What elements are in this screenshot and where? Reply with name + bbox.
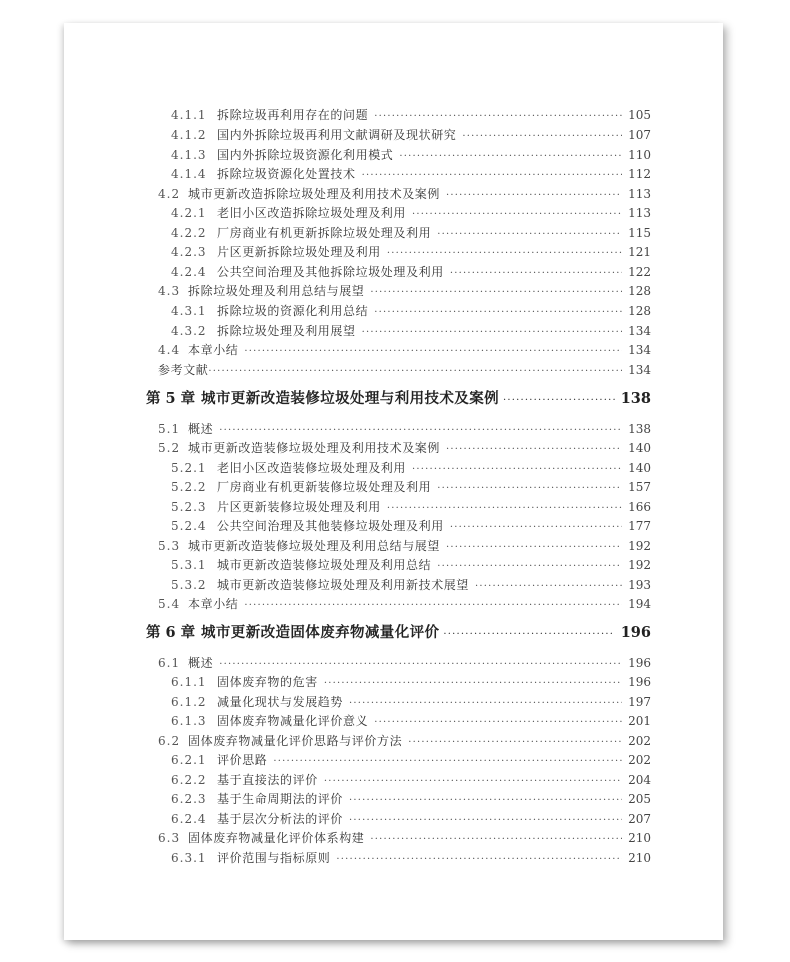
section-title: 本章小结 <box>188 343 239 357</box>
page-number: 115 <box>628 226 651 240</box>
section-title: 厂房商业有机更新装修垃圾处理及利用 <box>217 480 432 494</box>
toc-entry <box>171 811 651 829</box>
section-title: 拆除垃圾处理及利用总结与展望 <box>188 284 365 298</box>
section-number: 4.1.3 <box>171 148 207 162</box>
page-number: 140 <box>628 441 651 455</box>
section-number: 5.2.3 <box>171 500 207 514</box>
section-number: 4.3.2 <box>171 324 207 338</box>
leader-dots <box>370 832 622 848</box>
section-number: 6.1 <box>158 656 181 670</box>
section-title: 国内外拆除垃圾资源化利用模式 <box>217 148 394 162</box>
page-number: 210 <box>628 831 651 845</box>
leader-dots <box>412 462 622 478</box>
chapter-heading <box>146 390 651 410</box>
toc-entry <box>171 205 651 223</box>
page-number: 202 <box>628 753 651 767</box>
leader-dots <box>462 129 622 145</box>
toc-entry <box>171 752 651 770</box>
leader-dots <box>443 626 614 644</box>
leader-dots <box>374 715 622 731</box>
toc-entry <box>158 283 651 301</box>
leader-dots <box>387 246 622 262</box>
section-number: 4.1.1 <box>171 108 207 122</box>
section-number: 6.1.1 <box>171 675 207 689</box>
section-title: 评价思路 <box>217 753 268 767</box>
toc-entry <box>171 303 651 321</box>
section-title: 本章小结 <box>188 597 239 611</box>
section-number: 6.2.4 <box>171 812 207 826</box>
toc-entry <box>171 147 651 165</box>
leader-dots <box>446 188 622 204</box>
page-number: 166 <box>628 500 651 514</box>
leader-dots <box>437 559 622 575</box>
section-title: 老旧小区改造拆除垃圾处理及利用 <box>217 206 407 220</box>
leader-dots <box>374 109 622 125</box>
section-number: 4.3.1 <box>171 304 207 318</box>
leader-dots <box>349 813 622 829</box>
leader-dots <box>450 266 622 282</box>
section-number: 6.1.2 <box>171 695 207 709</box>
page-number: 196 <box>628 675 651 689</box>
page-number: 210 <box>628 851 651 865</box>
section-number: 5.2 <box>158 441 181 455</box>
toc-entry <box>158 596 651 614</box>
leader-dots <box>503 392 615 410</box>
toc-entry <box>171 694 651 712</box>
page-number: 134 <box>628 324 651 338</box>
leader-dots <box>387 501 622 517</box>
section-number: 6.2.3 <box>171 792 207 806</box>
section-number: 4.2.4 <box>171 265 207 279</box>
leader-dots <box>370 285 622 301</box>
chapter-number: 第 5 章 <box>146 390 196 407</box>
section-title: 拆除垃圾的资源化利用总结 <box>217 304 369 318</box>
page-number: 110 <box>628 148 651 162</box>
page-number: 197 <box>628 695 651 709</box>
page-number: 177 <box>628 519 651 533</box>
section-title: 老旧小区改造装修垃圾处理及利用 <box>217 461 407 475</box>
leader-dots <box>273 754 622 770</box>
section-title: 拆除垃圾再利用存在的问题 <box>217 108 369 122</box>
toc-entry <box>171 499 651 517</box>
leader-dots <box>446 442 622 458</box>
leader-dots <box>437 227 622 243</box>
page-number: 134 <box>628 363 651 377</box>
toc-entry <box>158 655 651 673</box>
section-title: 固体废弃物减量化评价意义 <box>217 714 369 728</box>
leader-dots <box>362 325 622 341</box>
page-number: 157 <box>628 480 651 494</box>
section-title: 拆除垃圾资源化处置技术 <box>217 167 356 181</box>
page-number: 105 <box>628 108 651 122</box>
page-number: 201 <box>628 714 651 728</box>
toc-entry <box>171 264 651 282</box>
section-title: 国内外拆除垃圾再利用文献调研及现状研究 <box>217 128 457 142</box>
section-number: 6.3.1 <box>171 851 207 865</box>
leader-dots <box>208 364 622 380</box>
leader-dots <box>244 598 622 614</box>
page-number: 134 <box>628 343 651 357</box>
section-number: 5.1 <box>158 422 181 436</box>
toc-entry <box>158 440 651 458</box>
page-number: 193 <box>628 578 651 592</box>
page-number: 194 <box>628 597 651 611</box>
section-number: 5.3.1 <box>171 558 207 572</box>
section-title: 城市更新改造装修垃圾处理及利用总结 <box>217 558 432 572</box>
section-number: 4.2.1 <box>171 206 207 220</box>
page-number: 122 <box>628 265 651 279</box>
page-number: 113 <box>628 206 651 220</box>
leader-dots <box>374 305 622 321</box>
toc-entry <box>171 713 651 731</box>
toc-entry <box>171 479 651 497</box>
toc-entry <box>171 557 651 575</box>
section-title: 固体废弃物减量化评价体系构建 <box>188 831 365 845</box>
section-number: 4.2.3 <box>171 245 207 259</box>
table-of-contents <box>64 23 723 940</box>
toc-entry <box>171 323 651 341</box>
toc-entry <box>158 733 651 751</box>
section-title: 评价范围与指标原则 <box>217 851 331 865</box>
page-number: 112 <box>628 167 651 181</box>
leader-dots <box>244 344 622 360</box>
section-title: 城市更新改造装修垃圾处理及利用新技术展望 <box>217 578 470 592</box>
toc-entry <box>171 791 651 809</box>
toc-entry <box>158 186 651 204</box>
section-title: 基于生命周期法的评价 <box>217 792 344 806</box>
leader-dots <box>450 520 622 536</box>
toc-entry <box>171 850 651 868</box>
section-title: 基于层次分析法的评价 <box>217 812 344 826</box>
section-title: 减量化现状与发展趋势 <box>217 695 344 709</box>
page-number: 140 <box>628 461 651 475</box>
section-title: 公共空间治理及其他拆除垃圾处理及利用 <box>217 265 444 279</box>
page-number: 196 <box>628 656 651 670</box>
toc-entry <box>171 127 651 145</box>
chapter-title: 城市更新改造固体废弃物减量化评价 <box>201 624 440 641</box>
toc-entry <box>171 460 651 478</box>
section-number: 6.2.1 <box>171 753 207 767</box>
section-title: 城市更新改造装修垃圾处理及利用总结与展望 <box>188 539 441 553</box>
section-number: 4.1.2 <box>171 128 207 142</box>
page-number: 113 <box>628 187 651 201</box>
toc-entry-references <box>158 362 651 380</box>
leader-dots <box>324 676 622 692</box>
section-title: 城市更新改造装修垃圾处理及利用技术及案例 <box>188 441 441 455</box>
page-number: 204 <box>628 773 651 787</box>
section-title: 拆除垃圾处理及利用展望 <box>217 324 356 338</box>
page-number: 202 <box>628 734 651 748</box>
section-number: 6.2 <box>158 734 181 748</box>
section-number: 4.4 <box>158 343 181 357</box>
toc-entry <box>171 107 651 125</box>
leader-dots <box>362 168 622 184</box>
page-number: 207 <box>628 812 651 826</box>
leader-dots <box>437 481 622 497</box>
section-number: 4.2.2 <box>171 226 207 240</box>
page-number: 121 <box>628 245 651 259</box>
section-number: 5.3 <box>158 539 181 553</box>
section-title: 概述 <box>188 656 214 670</box>
section-number: 5.4 <box>158 597 181 611</box>
chapter-heading <box>146 624 651 644</box>
section-title: 厂房商业有机更新拆除垃圾处理及利用 <box>217 226 432 240</box>
chapter-number: 第 6 章 <box>146 624 196 641</box>
leader-dots <box>475 579 622 595</box>
chapter-title: 城市更新改造装修垃圾处理与利用技术及案例 <box>201 390 499 407</box>
leader-dots <box>408 735 622 751</box>
section-number: 5.2.2 <box>171 480 207 494</box>
toc-entry <box>171 518 651 536</box>
toc-entry <box>171 166 651 184</box>
toc-entry <box>158 538 651 556</box>
toc-entry <box>158 342 651 360</box>
leader-dots <box>399 149 622 165</box>
section-number: 5.2.4 <box>171 519 207 533</box>
section-number: 5.2.1 <box>171 461 207 475</box>
page-number: 107 <box>628 128 651 142</box>
toc-entry <box>171 225 651 243</box>
leader-dots <box>446 540 622 556</box>
section-title: 固体废弃物减量化评价思路与评价方法 <box>188 734 403 748</box>
toc-entry <box>158 830 651 848</box>
section-title: 概述 <box>188 422 214 436</box>
page-number: 205 <box>628 792 651 806</box>
leader-dots <box>219 657 622 673</box>
page-number: 138 <box>628 422 651 436</box>
section-title: 固体废弃物的危害 <box>217 675 318 689</box>
toc-entry <box>171 772 651 790</box>
section-number: 4.1.4 <box>171 167 207 181</box>
leader-dots <box>349 696 622 712</box>
section-number: 5.3.2 <box>171 578 207 592</box>
section-title: 参考文献 <box>158 363 209 377</box>
page-number: 128 <box>628 284 651 298</box>
page-number: 196 <box>620 624 651 641</box>
section-title: 片区更新拆除垃圾处理及利用 <box>217 245 381 259</box>
toc-entry <box>171 577 651 595</box>
leader-dots <box>412 207 622 223</box>
section-title: 片区更新装修垃圾处理及利用 <box>217 500 381 514</box>
section-number: 6.1.3 <box>171 714 207 728</box>
leader-dots <box>336 852 622 868</box>
toc-entry <box>171 244 651 262</box>
section-title: 公共空间治理及其他装修垃圾处理及利用 <box>217 519 444 533</box>
page-number: 192 <box>628 558 651 572</box>
section-number: 4.3 <box>158 284 181 298</box>
section-title: 基于直接法的评价 <box>217 773 318 787</box>
page-number: 192 <box>628 539 651 553</box>
book-page <box>64 23 723 940</box>
section-title: 城市更新改造拆除垃圾处理及利用技术及案例 <box>188 187 441 201</box>
section-number: 6.3 <box>158 831 181 845</box>
page-number: 128 <box>628 304 651 318</box>
leader-dots <box>349 793 622 809</box>
leader-dots <box>324 774 622 790</box>
toc-entry <box>158 421 651 439</box>
leader-dots <box>219 423 622 439</box>
section-number: 6.2.2 <box>171 773 207 787</box>
toc-entry <box>171 674 651 692</box>
page-number: 138 <box>620 390 651 407</box>
section-number: 4.2 <box>158 187 181 201</box>
